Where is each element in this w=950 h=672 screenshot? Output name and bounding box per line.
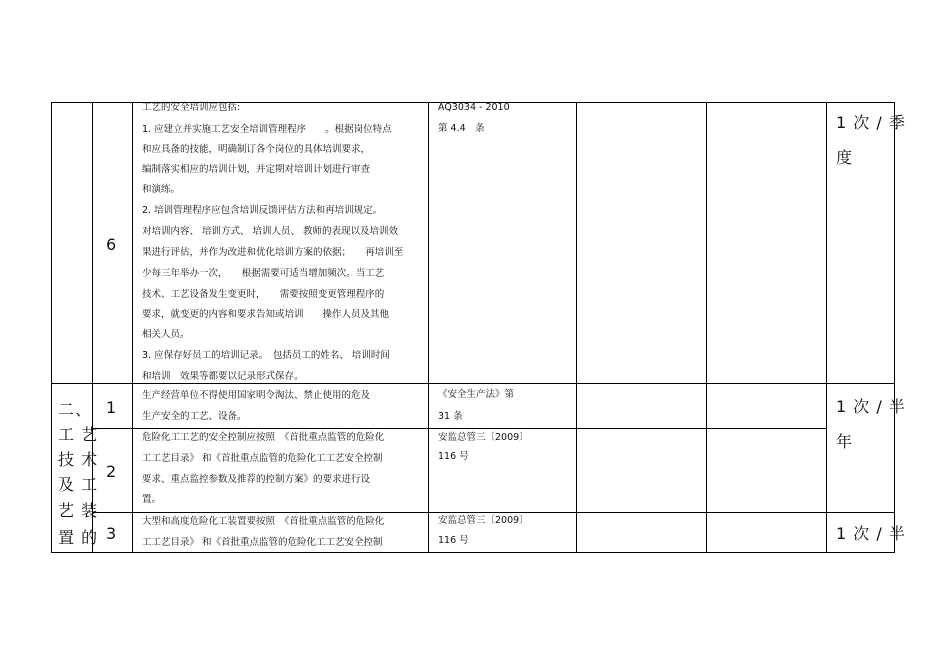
content-line: 果进行评估，并作为改进和优化培训方案的依据； 再培训至 [142,247,404,258]
col-divider [826,102,827,553]
row-number: 3 [106,524,117,543]
section-title-line: 艺 装 [58,501,99,520]
content-line: 和培训 效果等都要以记录形式保存。 [142,371,304,382]
content-line: 工工艺目录》 和《首批重点监管的危险化工工艺安全控制 [142,537,383,548]
content-line: 编制落实相应的培训计划，并定期对培训计划进行审查 [142,164,371,175]
content-line: 生产安全的工艺、设备。 [142,411,247,422]
content-line: 工艺的安全培训应包括: [142,102,241,113]
basis-line: 31 条 [438,411,463,422]
basis-line: 116 号 [438,535,469,546]
col-divider [706,102,707,553]
section-title-line: 工 艺 [58,425,99,444]
content-line: 2. 培训管理程序应包含培训反馈评估方法和再培训规定。 [142,205,383,216]
frequency-text: 年 [836,432,854,451]
content-line: 大型和高度危险化工装置要按照 《首批重点监管的危险化 [142,516,385,527]
frequency-text: 1 次 / 半 [836,524,906,543]
row-number: 1 [106,398,117,417]
content-line: 和演练。 [142,184,181,195]
content-line: 对培训内容、 培训方式、 培训人员、 教师的表现以及培训效 [142,226,399,237]
content-line: 危险化工工艺的安全控制应按照 《首批重点监管的危险化 [142,432,385,443]
section-title-line: 置 的 [58,528,99,547]
basis-line: 第 4.4 条 [438,123,485,134]
col-divider [428,102,429,553]
content-line: 要求、重点监控参数及推荐的控制方案》的要求进行设 [142,474,371,485]
content-line: 相关人员。 [142,329,190,340]
frequency-text: 1 次 / 季 [836,113,906,132]
content-line: 少每三年举办一次， 根据需要可适当增加频次。当工艺 [142,268,385,279]
basis-line: 安监总管三〔2009〕 [438,432,529,443]
content-line: 要求，就变更的内容和要求告知或培训 操作人员及其他 [142,309,390,320]
basis-line: 116 号 [438,451,469,462]
col-divider [576,102,577,553]
col-divider [51,102,52,553]
section-title-line: 技 术 [58,450,99,469]
frequency-text: 度 [836,148,854,167]
row-number: 2 [106,462,117,481]
col-divider [132,102,133,553]
content-line: 和应具备的技能，明确制订各个岗位的具体培训要求， [142,144,371,155]
content-line: 技术、工艺设备发生变更时， 需要按照变更管理程序的 [142,289,385,300]
basis-line: AQ3034 - 2010 [438,102,510,113]
content-line: 工工艺目录》 和《首批重点监管的危险化工工艺安全控制 [142,453,383,464]
content-line: 置。 [142,494,162,505]
basis-line: 安监总管三〔2009〕 [438,515,529,526]
content-line: 3. 应保存好员工的培训记录。 包括员工的姓名、 培训时间 [142,350,390,361]
row-number: 6 [106,235,117,254]
content-line: 生产经营单位不得使用国家明令淘汰、禁止使用的危及 [142,390,371,401]
content-line: 1. 应建立并实施工艺安全培训管理程序 。根据岗位特点 [142,124,392,135]
section-title-line: 二、 [58,400,93,419]
table-right-border [894,102,895,553]
section-title-line: 及 工 [58,475,99,494]
basis-line: 《安全生产法》第 [438,389,515,400]
frequency-text: 1 次 / 半 [836,397,906,416]
